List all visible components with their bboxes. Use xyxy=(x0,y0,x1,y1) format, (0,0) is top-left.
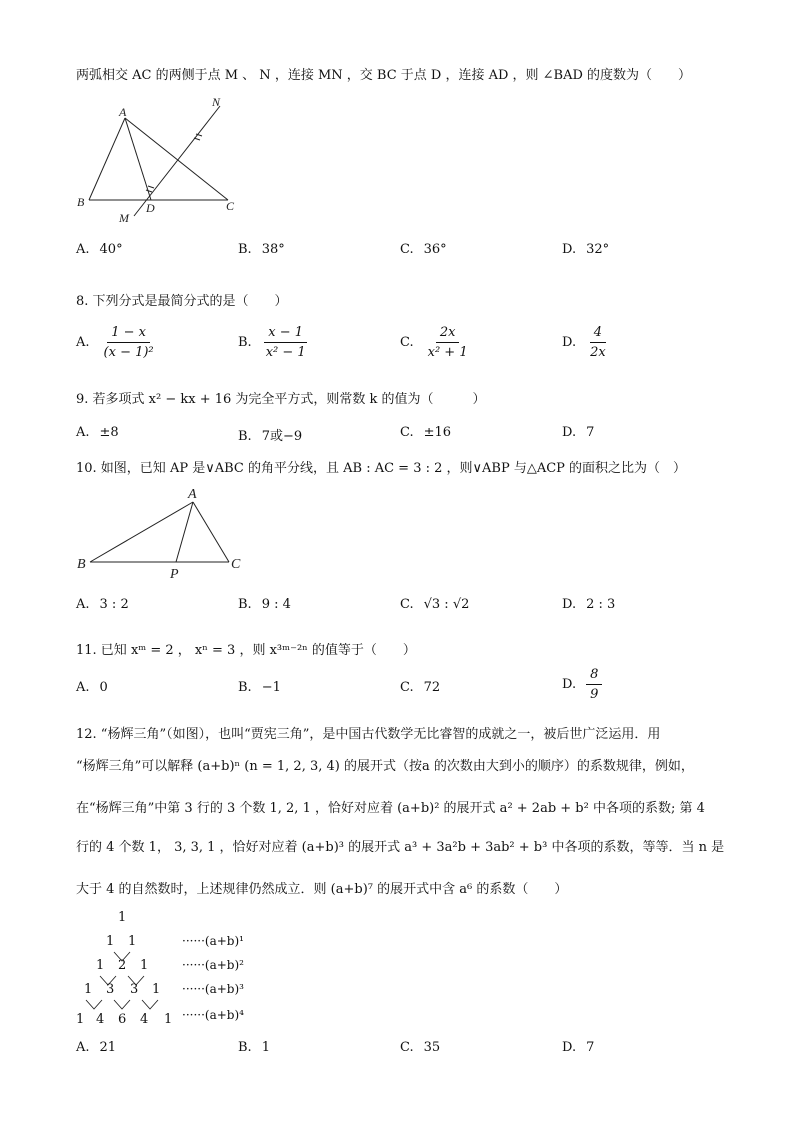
q7-option-b[interactable]: B. 38° xyxy=(238,242,285,257)
q9-option-d[interactable]: D. 7 xyxy=(562,425,595,440)
q11-option-c[interactable]: C. 72 xyxy=(400,680,441,695)
q12-line-1: 12. “杨辉三角”（如图），也叫“贾宪三角”，是中国古代数学无比睿智的成就之一，被后世广泛运用．用 xyxy=(76,727,661,742)
triangle-row5-n3: 6 xyxy=(118,1012,127,1027)
triangle-row5-n1: 1 xyxy=(76,1012,85,1027)
triangle-note-3: ······(a+b)³ xyxy=(182,982,244,996)
q7-figure xyxy=(74,96,254,226)
q9-stem: 9. 若多项式 x² − kx + 16 为完全平方式，则常数 k 的值为（ ） xyxy=(76,392,486,407)
triangle-row1-n1: 1 xyxy=(118,910,127,925)
q8-option-d[interactable]: D. $\frac{4}{2x}$ xyxy=(562,325,610,360)
triangle-row2-n1: 1 xyxy=(106,934,115,949)
q11-option-b[interactable]: B. −1 xyxy=(238,680,281,695)
q7-option-d[interactable]: D. 32° xyxy=(562,242,610,257)
q8-fraction-c: $\frac{2x}{\text{x² + 1}}$ xyxy=(427,325,468,360)
q9-option-b[interactable]: B. 7或−9 xyxy=(238,429,303,444)
q10-stem: 10. 如图，已知 AP 是∨ABC 的角平分线，且 AB : AC = 3 : 2 ，则∨ABP 与△ACP 的面积之比为（ ） xyxy=(76,461,687,476)
q7-label-M: M xyxy=(119,211,129,225)
q8-option-b[interactable]: B. $\frac{x - 1}{\text{x² − 1}}$ xyxy=(238,325,310,360)
q7-label-C: C xyxy=(226,199,235,213)
q8-option-c[interactable]: C. $\frac{2x}{\text{x² + 1}}$ xyxy=(400,325,472,360)
q7-option-a[interactable]: A. 40° xyxy=(76,242,123,257)
q10-option-c[interactable]: C. √3 : √2 xyxy=(400,597,470,612)
q10-option-b[interactable]: B. 9 : 4 xyxy=(238,597,291,612)
q8-stem: 8. 下列分式是最简分式的是（ ） xyxy=(76,294,288,309)
q10-label-A: A xyxy=(188,487,197,502)
q7-label-B: B xyxy=(77,195,85,209)
q10-figure xyxy=(72,482,262,582)
q7-label-A: A xyxy=(119,105,127,119)
triangle-row5-n2: 4 xyxy=(96,1012,105,1027)
triangle-row2-n2: 1 xyxy=(128,934,137,949)
q12-line-4: 行的 4 个数 1， 3, 3, 1 ，恰好对应着 (a+b)³ 的展开式 a³ + 3a²b + 3ab² + b³ 中各项的系数，等等．当 n 是 xyxy=(76,840,725,855)
q11-fraction-d: $\frac{8}{9}$ xyxy=(586,667,602,702)
q11-option-a[interactable]: A. 0 xyxy=(76,680,108,695)
triangle-row4-n2: 3 xyxy=(106,982,115,997)
q8-option-a[interactable]: A. $\frac{1 - x}{\text{(x − 1)²}}$ xyxy=(76,325,158,360)
q11-stem: 11. 已知 xᵐ = 2 ， xⁿ = 3 ，则 x³ᵐ⁻²ⁿ 的值等于（ ） xyxy=(76,643,416,658)
triangle-row3-n3: 1 xyxy=(140,958,149,973)
triangle-row4-n1: 1 xyxy=(84,982,93,997)
triangle-row5-n5: 1 xyxy=(164,1012,173,1027)
triangle-row4-n4: 1 xyxy=(152,982,161,997)
q11-option-d[interactable]: D. $\frac{8}{9}$ xyxy=(562,667,602,702)
yanghui-triangle xyxy=(70,904,270,1032)
triangle-note-1: ······(a+b)¹ xyxy=(182,934,244,948)
triangle-row4-n3: 3 xyxy=(130,982,139,997)
q9-option-a[interactable]: A. ±8 xyxy=(76,425,119,440)
q12-option-b[interactable]: B. 1 xyxy=(238,1040,270,1055)
q9-option-c[interactable]: C. ±16 xyxy=(400,425,452,440)
q12-line-2: “杨辉三角”可以解释 (a+b)ⁿ (n = 1, 2, 3, 4) 的展开式（按a 的次数由大到小的顺序）的系数规律，例如， xyxy=(76,759,694,774)
q10-label-P: P xyxy=(170,567,179,582)
q12-line-5: 大于 4 的自然数时，上述规律仍然成立．则 (a+b)⁷ 的展开式中含 a⁶ 的系数（ ） xyxy=(76,882,568,897)
q8-fraction-d: $\frac{4}{2x}$ xyxy=(590,325,606,360)
triangle-row5-n4: 4 xyxy=(140,1012,149,1027)
triangle-row3-n1: 1 xyxy=(96,958,105,973)
q12-option-a[interactable]: A. 21 xyxy=(76,1040,117,1055)
q7-option-c[interactable]: C. 36° xyxy=(400,242,447,257)
q12-option-d[interactable]: D. 7 xyxy=(562,1040,595,1055)
q8-fraction-b: $\frac{x - 1}{\text{x² − 1}}$ xyxy=(265,325,306,360)
q10-label-B: B xyxy=(77,557,86,572)
q12-line-3: 在“杨辉三角”中第 3 行的 3 个数 1, 2, 1 ，恰好对应着 (a+b)² 的展开式 a² + 2ab + b² 中各项的系数; 第 4 xyxy=(76,801,705,816)
q7-label-D: D xyxy=(146,201,155,215)
q10-option-d[interactable]: D. 2 : 3 xyxy=(562,597,616,612)
q10-option-a[interactable]: A. 3 : 2 xyxy=(76,597,129,612)
triangle-note-2: ······(a+b)² xyxy=(182,958,244,972)
triangle-row3-n2: 2 xyxy=(118,958,127,973)
q7-label-N: N xyxy=(212,96,221,109)
q12-option-c[interactable]: C. 35 xyxy=(400,1040,441,1055)
triangle-note-4: ······(a+b)⁴ xyxy=(182,1008,244,1022)
q7-stem: 两弧相交 AC 的两侧于点 M 、 N ，连接 MN ，交 BC 于点 D ，连接 AD ，则 ∠BAD 的度数为（ ） xyxy=(76,68,692,83)
q8-fraction-a: $\frac{1 - x}{\text{(x − 1)²}}$ xyxy=(103,325,154,360)
q10-label-C: C xyxy=(231,557,241,572)
